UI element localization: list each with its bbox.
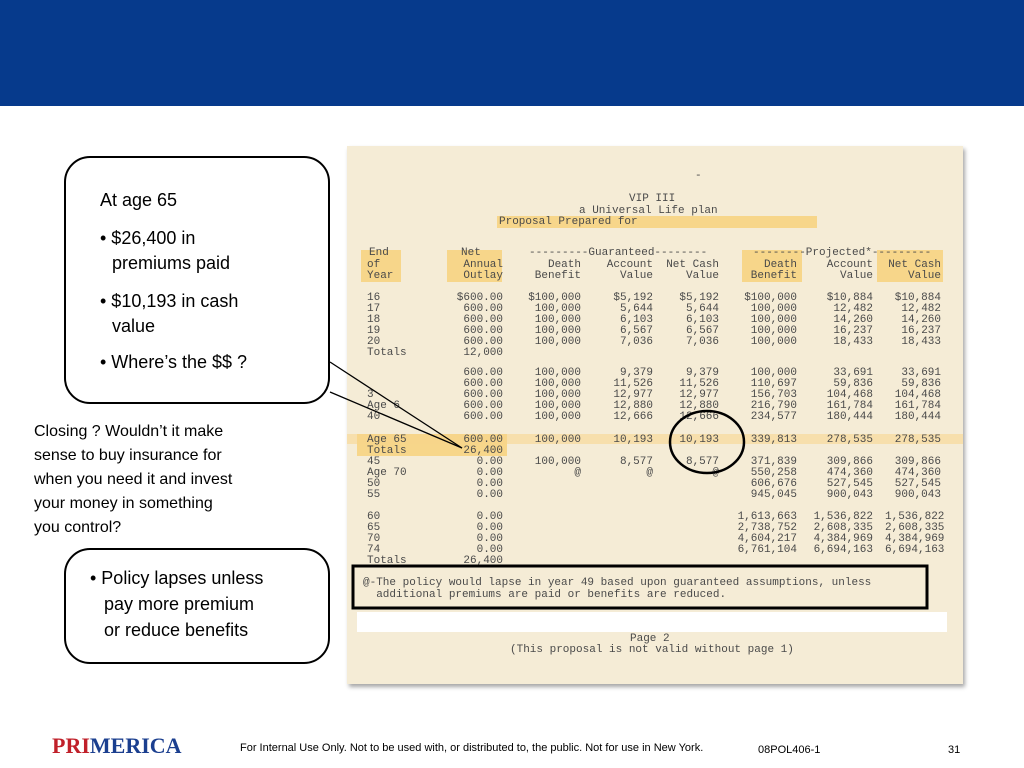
table-cell: 0.00 xyxy=(476,522,503,534)
table-cell: 600.00 xyxy=(463,303,503,315)
table-cell: 18,433 xyxy=(833,336,873,348)
table-cell: 12,977 xyxy=(679,389,719,401)
footer-code: 08POL406-1 xyxy=(758,744,821,756)
table-cell: 110,697 xyxy=(750,378,797,390)
column-header: Value xyxy=(685,270,719,282)
table-cell: 18 xyxy=(367,314,381,326)
table-cell: 100,000 xyxy=(534,411,581,423)
closing-text xyxy=(34,420,294,540)
table-cell: 100,000 xyxy=(534,389,581,401)
table-cell: 600.00 xyxy=(463,325,503,337)
column-header: Account xyxy=(606,259,653,271)
table-cell: 26,400 xyxy=(463,445,503,457)
table-cell: 10,193 xyxy=(613,434,653,446)
lapse-bullet: • Policy lapses unless xyxy=(90,568,264,588)
table-cell: 55 xyxy=(367,489,381,501)
table-cell: 371,839 xyxy=(750,456,797,468)
table-cell: 74 xyxy=(367,544,381,556)
table-cell: 600.00 xyxy=(463,434,503,446)
net-cash-circle xyxy=(670,411,744,473)
table-cell: 16,237 xyxy=(901,325,941,337)
table-cell: 600.00 xyxy=(463,367,503,379)
table-cell: 0.00 xyxy=(476,456,503,468)
table-cell: 100,000 xyxy=(534,325,581,337)
table-cell: 900,043 xyxy=(894,489,941,501)
table-cell: Totals xyxy=(367,347,407,359)
closing-line: Closing ? Wouldn’t it make xyxy=(34,423,224,440)
table-cell: 65 xyxy=(367,522,381,534)
table-cell: 33,691 xyxy=(833,367,873,379)
column-header: of xyxy=(367,259,381,271)
table-cell: 309,866 xyxy=(894,456,941,468)
table-cell: 1,536,822 xyxy=(813,511,873,523)
table-cell: 0.00 xyxy=(476,489,503,501)
table-cell: 180,444 xyxy=(826,411,873,423)
table-cell: 9,379 xyxy=(619,367,653,379)
header-projected: --------Projected*--------- xyxy=(753,247,932,259)
table-cell: 600.00 xyxy=(463,411,503,423)
table-cell: $600.00 xyxy=(456,292,503,304)
footer-notice: For Internal Use Only. Not to be used with, or distributed to, the public. Not for use in New York. xyxy=(240,742,704,754)
column-header: Death xyxy=(547,259,581,271)
table-cell: 600.00 xyxy=(463,389,503,401)
table-cell: 11,526 xyxy=(613,378,653,390)
table-cell: 6,567 xyxy=(619,325,653,337)
table-cell: 161,784 xyxy=(826,400,873,412)
lapse-bullet-cont-2: or reduce benefits xyxy=(104,620,249,640)
table-cell: 2,738,752 xyxy=(737,522,797,534)
table-cell: 8,577 xyxy=(685,456,719,468)
table-cell: 100,000 xyxy=(750,303,797,315)
closing-line: your money in something xyxy=(34,495,213,512)
table-cell: 6,694,163 xyxy=(885,544,945,556)
table-cell: 12,880 xyxy=(679,400,719,412)
table-cell: $100,000 xyxy=(744,292,797,304)
table-cell: 14,260 xyxy=(901,314,941,326)
table-cell: 0.00 xyxy=(476,467,503,479)
table-cell: 45 xyxy=(367,456,381,468)
table-cell: 0.00 xyxy=(476,478,503,490)
table-cell: 100,000 xyxy=(534,314,581,326)
table-cell: 234,577 xyxy=(750,411,797,423)
table-cell: Age 6 xyxy=(367,400,401,412)
table-cell: 17 xyxy=(367,303,381,315)
table-cell: 6,567 xyxy=(685,325,719,337)
table-cell: 100,000 xyxy=(534,400,581,412)
column-header: Year xyxy=(367,270,394,282)
table-cell: @ xyxy=(574,467,581,479)
lapse-note-1: @-The policy would lapse in year 49 based upon guaranteed assumptions, unless xyxy=(363,577,872,589)
table-cell: 606,676 xyxy=(750,478,797,490)
column-header: Value xyxy=(839,270,873,282)
lapse-note-box xyxy=(353,566,927,608)
column-header: Net Cash xyxy=(666,259,719,271)
table-cell: $5,192 xyxy=(679,292,719,304)
table-cell: 6,761,104 xyxy=(737,544,797,556)
table-cell: 0.00 xyxy=(476,544,503,556)
column-header: Benefit xyxy=(534,270,581,282)
table-cell: 4,384,969 xyxy=(885,533,945,545)
page-label: Page 2 xyxy=(630,633,670,645)
callout-bullet-cash: • $10,193 in cash xyxy=(100,291,239,311)
table-cell: 216,790 xyxy=(750,400,797,412)
table-cell: 527,545 xyxy=(826,478,873,490)
table-cell: 100,000 xyxy=(534,456,581,468)
table-cell: 3 xyxy=(367,389,374,401)
table-cell: 33,691 xyxy=(901,367,941,379)
callout-pointer-line-2 xyxy=(330,392,462,448)
callout-bullet-premiums-cont: premiums paid xyxy=(112,253,231,273)
table-cell: Age 70 xyxy=(367,467,407,479)
table-cell: 12,482 xyxy=(833,303,873,315)
table-cell: 12,482 xyxy=(901,303,941,315)
table-cell: 12,880 xyxy=(613,400,653,412)
table-cell: 7,036 xyxy=(685,336,719,348)
column-header: Death xyxy=(763,259,797,271)
table-cell: 12,666 xyxy=(613,411,653,423)
lapse-bullet-cont-1: pay more premium xyxy=(104,594,255,614)
table-cell: 16 xyxy=(367,292,381,304)
table-cell: 4,604,217 xyxy=(737,533,797,545)
table-cell: 59,836 xyxy=(901,378,941,390)
closing-line: you control? xyxy=(34,519,122,536)
table-cell: 527,545 xyxy=(894,478,941,490)
table-cell: 12,977 xyxy=(613,389,653,401)
doc-title-2: a Universal Life plan xyxy=(579,205,718,217)
header-end: End xyxy=(369,247,389,259)
table-cell: 156,703 xyxy=(750,389,797,401)
callout-bullet-where: • Where’s the $$ ? xyxy=(100,352,248,372)
closing-line: sense to buy insurance for xyxy=(34,447,222,464)
table-cell: 339,813 xyxy=(750,434,797,446)
table-cell: 60 xyxy=(367,511,381,523)
table-cell: 100,000 xyxy=(534,303,581,315)
table-cell: 9,379 xyxy=(685,367,719,379)
column-header: Outlay xyxy=(463,270,503,282)
doc-mark: - xyxy=(695,170,702,182)
table-cell: 70 xyxy=(367,533,381,545)
table-cell: 10,193 xyxy=(679,434,719,446)
column-header: Annual xyxy=(463,259,503,271)
table-cell: 26,400 xyxy=(463,555,503,567)
table-cell: 40 xyxy=(367,411,381,423)
table-cell: Age 65 xyxy=(367,434,407,446)
table-cell: 6,103 xyxy=(619,314,653,326)
table-cell: 474,360 xyxy=(826,467,873,479)
table-cell: 1,613,663 xyxy=(737,511,797,523)
table-cell: $10,884 xyxy=(894,292,941,304)
table-cell: 8,577 xyxy=(619,456,653,468)
table-cell: 50 xyxy=(367,478,381,490)
table-cell: 11,526 xyxy=(679,378,719,390)
table-cell: 600.00 xyxy=(463,336,503,348)
validity-note: (This proposal is not valid without page 1) xyxy=(510,644,794,656)
table-cell: 7,036 xyxy=(619,336,653,348)
table-cell: 945,045 xyxy=(750,489,797,501)
table-cell: 104,468 xyxy=(826,389,873,401)
header-guaranteed: ---------Guaranteed-------- xyxy=(529,247,708,259)
table-cell: 180,444 xyxy=(894,411,941,423)
table-cell: 20 xyxy=(367,336,381,348)
table-cell: 600.00 xyxy=(463,314,503,326)
callout-heading: At age 65 xyxy=(100,190,178,210)
table-cell: 12,666 xyxy=(679,411,719,423)
table-cell: 900,043 xyxy=(826,489,873,501)
lapse-callout xyxy=(64,548,330,664)
table-cell: Totals xyxy=(367,555,407,567)
table-cell: @ xyxy=(712,467,719,479)
table-cell: 161,784 xyxy=(894,400,941,412)
table-cell: 59,836 xyxy=(833,378,873,390)
table-cell: 309,866 xyxy=(826,456,873,468)
table-cell: 100,000 xyxy=(750,336,797,348)
primerica-logo: PRIMERICA xyxy=(52,733,182,758)
table-cell: 600.00 xyxy=(463,400,503,412)
table-cell: 16,237 xyxy=(833,325,873,337)
table-cell: 1,536,822 xyxy=(885,511,945,523)
table-cell: 5,644 xyxy=(619,303,653,315)
table-cell: $5,192 xyxy=(613,292,653,304)
table-cell: 474,360 xyxy=(894,467,941,479)
table-cell: 19 xyxy=(367,325,381,337)
table-cell: 278,535 xyxy=(894,434,941,446)
column-header: Account xyxy=(826,259,873,271)
table-cell: 100,000 xyxy=(534,378,581,390)
column-header: Value xyxy=(907,270,941,282)
table-cell: 100,000 xyxy=(750,314,797,326)
callout-bullet-premiums: • $26,400 in xyxy=(100,228,196,248)
column-header: Value xyxy=(619,270,653,282)
page-number: 31 xyxy=(948,744,961,756)
table-cell: 18,433 xyxy=(901,336,941,348)
table-cell: 5,644 xyxy=(685,303,719,315)
table-cell: 4,384,969 xyxy=(813,533,873,545)
table-cell: 100,000 xyxy=(534,367,581,379)
table-cell: $10,884 xyxy=(826,292,873,304)
table-cell: 0.00 xyxy=(476,511,503,523)
table-cell: 100,000 xyxy=(534,336,581,348)
table-cell: $100,000 xyxy=(528,292,581,304)
table-cell: 550,258 xyxy=(750,467,797,479)
table-cell: Totals xyxy=(367,445,407,457)
table-cell: 6,103 xyxy=(685,314,719,326)
table-cell: 14,260 xyxy=(833,314,873,326)
age65-callout xyxy=(64,156,330,404)
table-cell: 100,000 xyxy=(750,367,797,379)
header-net: Net xyxy=(461,247,481,259)
table-cell: 100,000 xyxy=(534,434,581,446)
callout-pointer-line xyxy=(330,362,462,448)
table-cell: 104,468 xyxy=(894,389,941,401)
table-cell: 12,000 xyxy=(463,347,503,359)
table-cell: 278,535 xyxy=(826,434,873,446)
closing-line: when you need it and invest xyxy=(34,471,233,488)
column-header: Benefit xyxy=(750,270,797,282)
table-cell: 2,608,335 xyxy=(885,522,945,534)
callout-bullet-cash-cont: value xyxy=(112,316,156,336)
table-cell: 6,694,163 xyxy=(813,544,873,556)
table-cell: 0.00 xyxy=(476,533,503,545)
column-header: Net Cash xyxy=(888,259,941,271)
table-cell: 2,608,335 xyxy=(813,522,873,534)
table-cell: 100,000 xyxy=(750,325,797,337)
doc-title-3: Proposal Prepared for xyxy=(499,216,638,228)
table-cell: @ xyxy=(646,467,653,479)
table-cell: 600.00 xyxy=(463,378,503,390)
lapse-note-2: additional premiums are paid or benefits are reduced. xyxy=(363,589,727,601)
doc-title-1: VIP III xyxy=(629,193,676,205)
